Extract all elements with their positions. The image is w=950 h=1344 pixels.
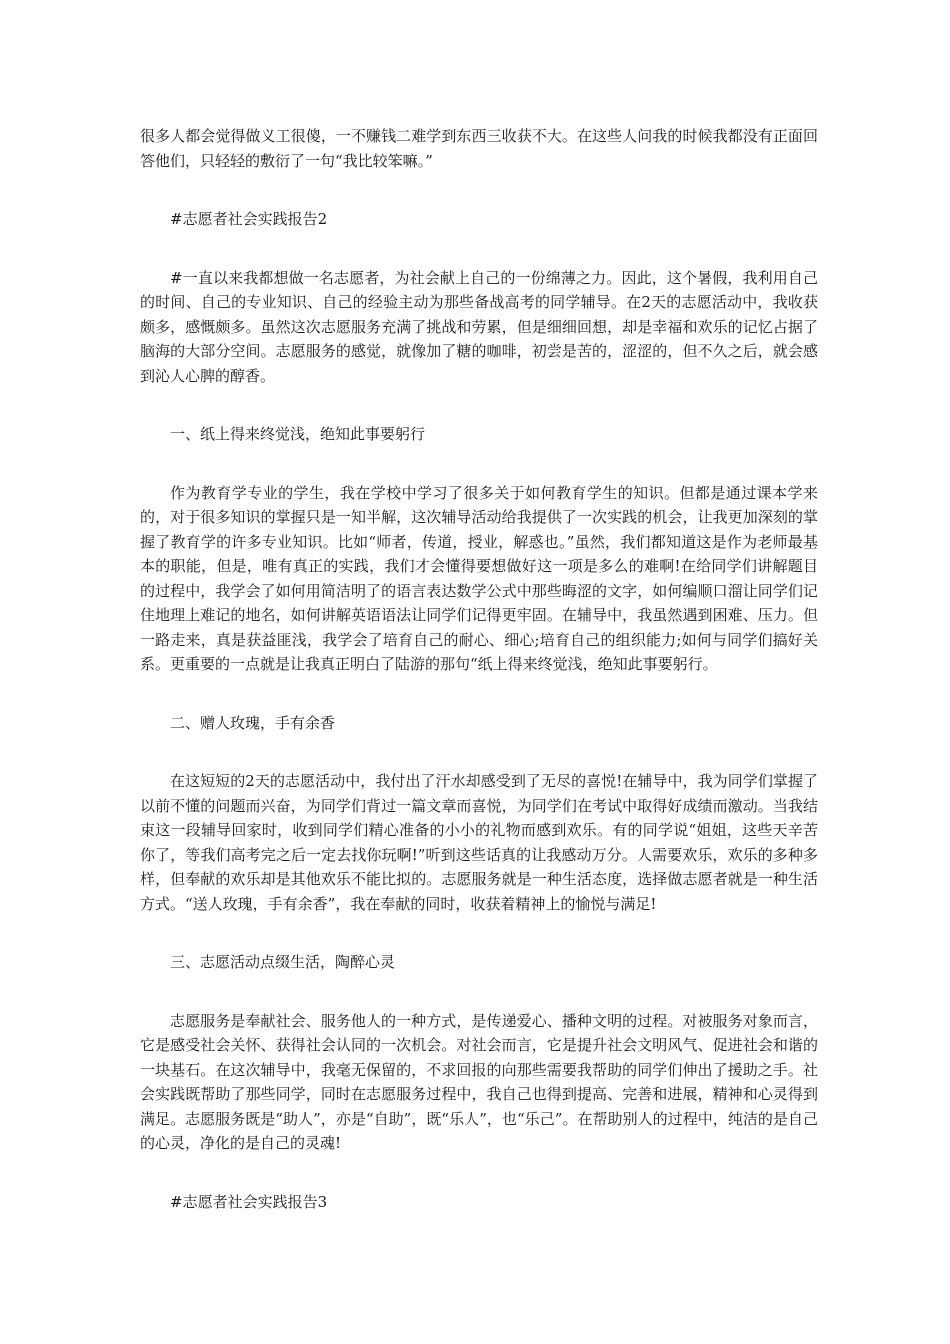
section-2-heading: 二、赠人玫瑰，手有余香 <box>170 713 336 732</box>
paragraph-report-2-intro: #一直以来我都想做一名志愿者，为社会献上自己的一份绵薄之力。因此，这个暑假，我利用自己的时间、自己的专业知识、自己的经验主动为那些备战高考的同学辅导。在2天的志愿活动中，我收获颇多，感慨颇多。虽然这次志愿服务充满了挑战和劳累，但是细细回想，却是幸福和欢乐的记忆占据了脑海的大部分空间。志愿服务的感觉，就像加了糖的咖啡，初尝是苦的，涩涩的，但不久之后，就会感到沁人心脾的醇香。 <box>140 268 818 385</box>
section-1-heading: 一、纸上得来终觉浅，绝知此事要躬行 <box>170 425 426 443</box>
paragraph-section-1: 作为教育学专业的学生，我在学校中学习了很多关于如何教育学生的知识。但都是通过课本学来的，对于很多知识的掌握只是一知半解，这次辅导活动给我提供了一次实践的机会，让我更加深刻的掌握了教育学的许多专业知识。比如“师者，传道，授业，解惑也。”虽然，我们都知道这是作为老师最基本的职能，但是，唯有真正的实践，我们才会懂得要想做好这一项是多么的难啊!在给同学们讲解题目的过程中，我学会了如何用简洁明了的语言表达数学公式中那些晦涩的文字，如何编顺口溜让同学们记住地理上难记的地名，如何讲解英语语法让同学们记得更牢固。在辅导中，我虽然遇到困难、压力。但一路走来，真是获益匪浅，我学会了培育自己的耐心、细心;培育自己的组织能力;如何与同学们搞好关系。更重要的一点就是让我真正明白了陆游的那句“纸上得来终觉浅，绝知此事要躬行。 <box>140 483 818 673</box>
report-3-heading: #志愿者社会实践报告3 <box>170 1192 328 1211</box>
document-body <box>140 124 818 1248</box>
paragraph-section-3: 志愿服务是奉献社会、服务他人的一种方式，是传递爱心、播种文明的过程。对被服务对象而言，它是感受社会关怀、获得社会认同的一次机会。对社会而言，它是提升社会文明风气、促进社会和谐的一块基石。在这次辅导中，我毫无保留的，不求回报的向那些需要我帮助的同学们伸出了援助之手。社会实践既帮助了那些同学，同时在志愿服务过程中，我自己也得到提高、完善和进展，精神和心灵得到满足。志愿服务既是“助人”，亦是“自助”，既“乐人”，也“乐己”。在帮助别人的过程中，纯洁的是自己的心灵，净化的是自己的灵魂! <box>140 1011 818 1152</box>
paragraph-section-2: 在这短短的2天的志愿活动中，我付出了汗水却感受到了无尽的喜悦!在辅导中，我为同学们掌握了以前不懂的问题而兴奋，为同学们背过一篇文章而喜悦，为同学们在考试中取得好成绩而激动。当我结束这一段辅导回家时，收到同学们精心准备的小小的礼物而感到欢乐。有的同学说“姐姐，这些天辛苦你了，等我们高考完之后一定去找你玩啊!”听到这些话真的让我感动万分。人需要欢乐，欢乐的多种多样，但奉献的欢乐却是其他欢乐不能比拟的。志愿服务就是一种生活态度，选择做志愿者就是一种生活方式。“送人玫瑰，手有余香”，我在奉献的同时，收获着精神上的愉悦与满足! <box>140 772 818 913</box>
report-2-heading: #志愿者社会实践报告2 <box>170 210 328 228</box>
section-3-heading: 三、志愿活动点缀生活，陶醉心灵 <box>170 953 396 971</box>
paragraph-intro: 很多人都会觉得做义工很傻，一不赚钱二难学到东西三收获不大。在这些人问我的时候我都没有正面回答他们，只轻轻的敷衍了一句“我比较笨嘛。” <box>140 127 818 170</box>
